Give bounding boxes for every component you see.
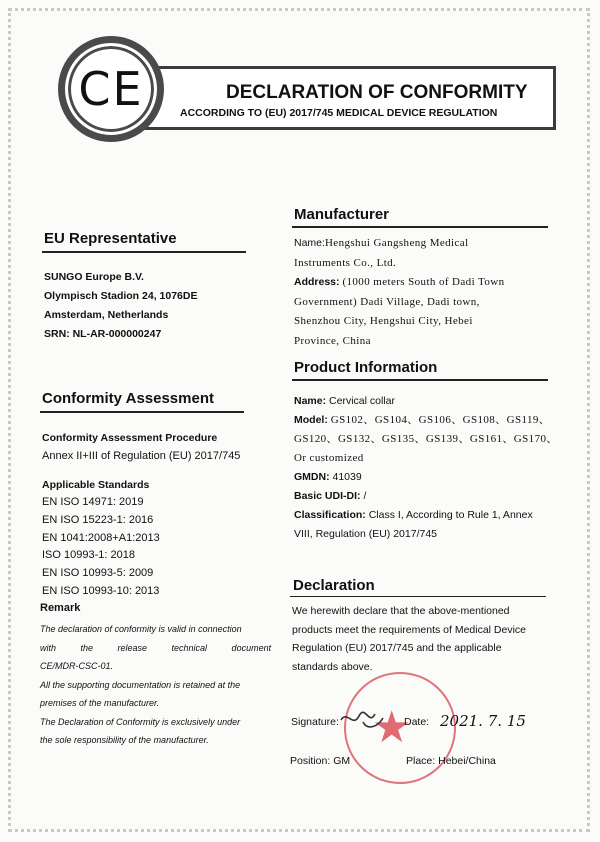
product-info-heading: Product Information	[294, 359, 438, 376]
standard-item: EN ISO 10993-10: 2013	[42, 584, 160, 597]
procedure-value: Annex II+III of Regulation (EU) 2017/745	[42, 450, 241, 462]
conformity-assessment-rule	[40, 411, 244, 413]
date-label: Date:	[404, 716, 430, 728]
product-name: Cervical collar	[329, 395, 395, 407]
header	[58, 36, 558, 146]
declaration-rule	[290, 596, 546, 597]
ce-badge-inner	[65, 43, 157, 135]
product-models: GS102、GS104、GS106、GS108、GS119、	[330, 414, 551, 426]
remark-text: The declaration of conformity is valid in connection with the release technical document CE/MDR-CSC-01. All the supporting documentation is retained at the premises of the manufacturer. The Declaration of Conformity is exclusively under the sole responsibility of the manufacturer.	[40, 624, 272, 745]
manufacturer-address-label: Address:	[294, 276, 340, 288]
procedure-label: Conformity Assessment Procedure	[42, 432, 218, 444]
position-field: Position: GM	[290, 755, 351, 767]
eu-representative-address: SUNGO Europe B.V. Olympisch Stadion 24, 1076DE Amsterdam, Netherlands SRN: NL-AR-000000247	[44, 271, 198, 340]
handwritten-date: 2021. 7. 15	[440, 712, 526, 730]
position-value: GM	[333, 755, 351, 767]
handwritten-signature	[337, 706, 387, 734]
standards-list	[42, 494, 160, 601]
classification-value: Class I, According to Rule 1, Annex	[368, 509, 533, 521]
seal-star-icon: ★	[372, 702, 412, 753]
standard-item: EN ISO 14971: 2019	[42, 496, 144, 508]
ce-mark-logo: CE	[78, 62, 144, 116]
manufacturer-rule	[292, 226, 548, 228]
product-details: Name: Cervical collar Model: GS102、GS104、GS106、GS108、GS119、 GS120、GS132、GS135、GS139、GS161、GS170、 Or customized GMDN: 41039 Basic UDI-DI: / Classification: Class I, According to Rule 1, Annex VIII, Regulation (EU) 2017/745	[294, 395, 558, 540]
document-title: DECLARATION OF CONFORMITY	[226, 82, 528, 103]
manufacturer-details: Name:Hengshui Gangsheng Medical Instruments Co., Ltd. Address: (1000 meters South of Dadi Town Government) Dadi Village, Dadi town, Shenzhou City, Hengshui City, Hebei Province, China	[294, 237, 505, 347]
ce-badge	[58, 36, 164, 142]
standard-item: EN ISO 15223-1: 2016	[42, 513, 154, 526]
remark-heading: Remark	[40, 602, 81, 614]
standard-item: ISO 10993-1: 2018	[42, 549, 135, 562]
gmdn-code: 41039	[332, 471, 362, 483]
place-value: Hebei/China	[438, 755, 496, 767]
standard-item: EN 1041:2008+A1:2013	[42, 531, 160, 544]
declaration-heading: Declaration	[293, 577, 375, 594]
eu-representative-heading: EU Representative	[44, 230, 177, 247]
document-subtitle: ACCORDING TO (EU) 2017/745 MEDICAL DEVICE REGULATION	[180, 107, 498, 119]
eu-representative-rule	[42, 251, 246, 253]
manufacturer-heading: Manufacturer	[294, 206, 390, 223]
manufacturer-name-label: Name:	[294, 237, 325, 249]
declaration-statement: We herewith declare that the above-mentioned products meet the requirements of Medical Device Regulation (EU) 2017/745 and the applicable standards above.	[292, 605, 527, 673]
signature-label: Signature:	[291, 716, 339, 728]
product-info-rule	[292, 379, 548, 381]
standards-label: Applicable Standards	[42, 479, 150, 491]
standard-item: EN ISO 10993-5: 2009	[42, 567, 154, 580]
place-field: Place: Hebei/China	[406, 755, 496, 767]
udi-value: /	[363, 490, 367, 502]
conformity-assessment-heading: Conformity Assessment	[42, 390, 214, 407]
